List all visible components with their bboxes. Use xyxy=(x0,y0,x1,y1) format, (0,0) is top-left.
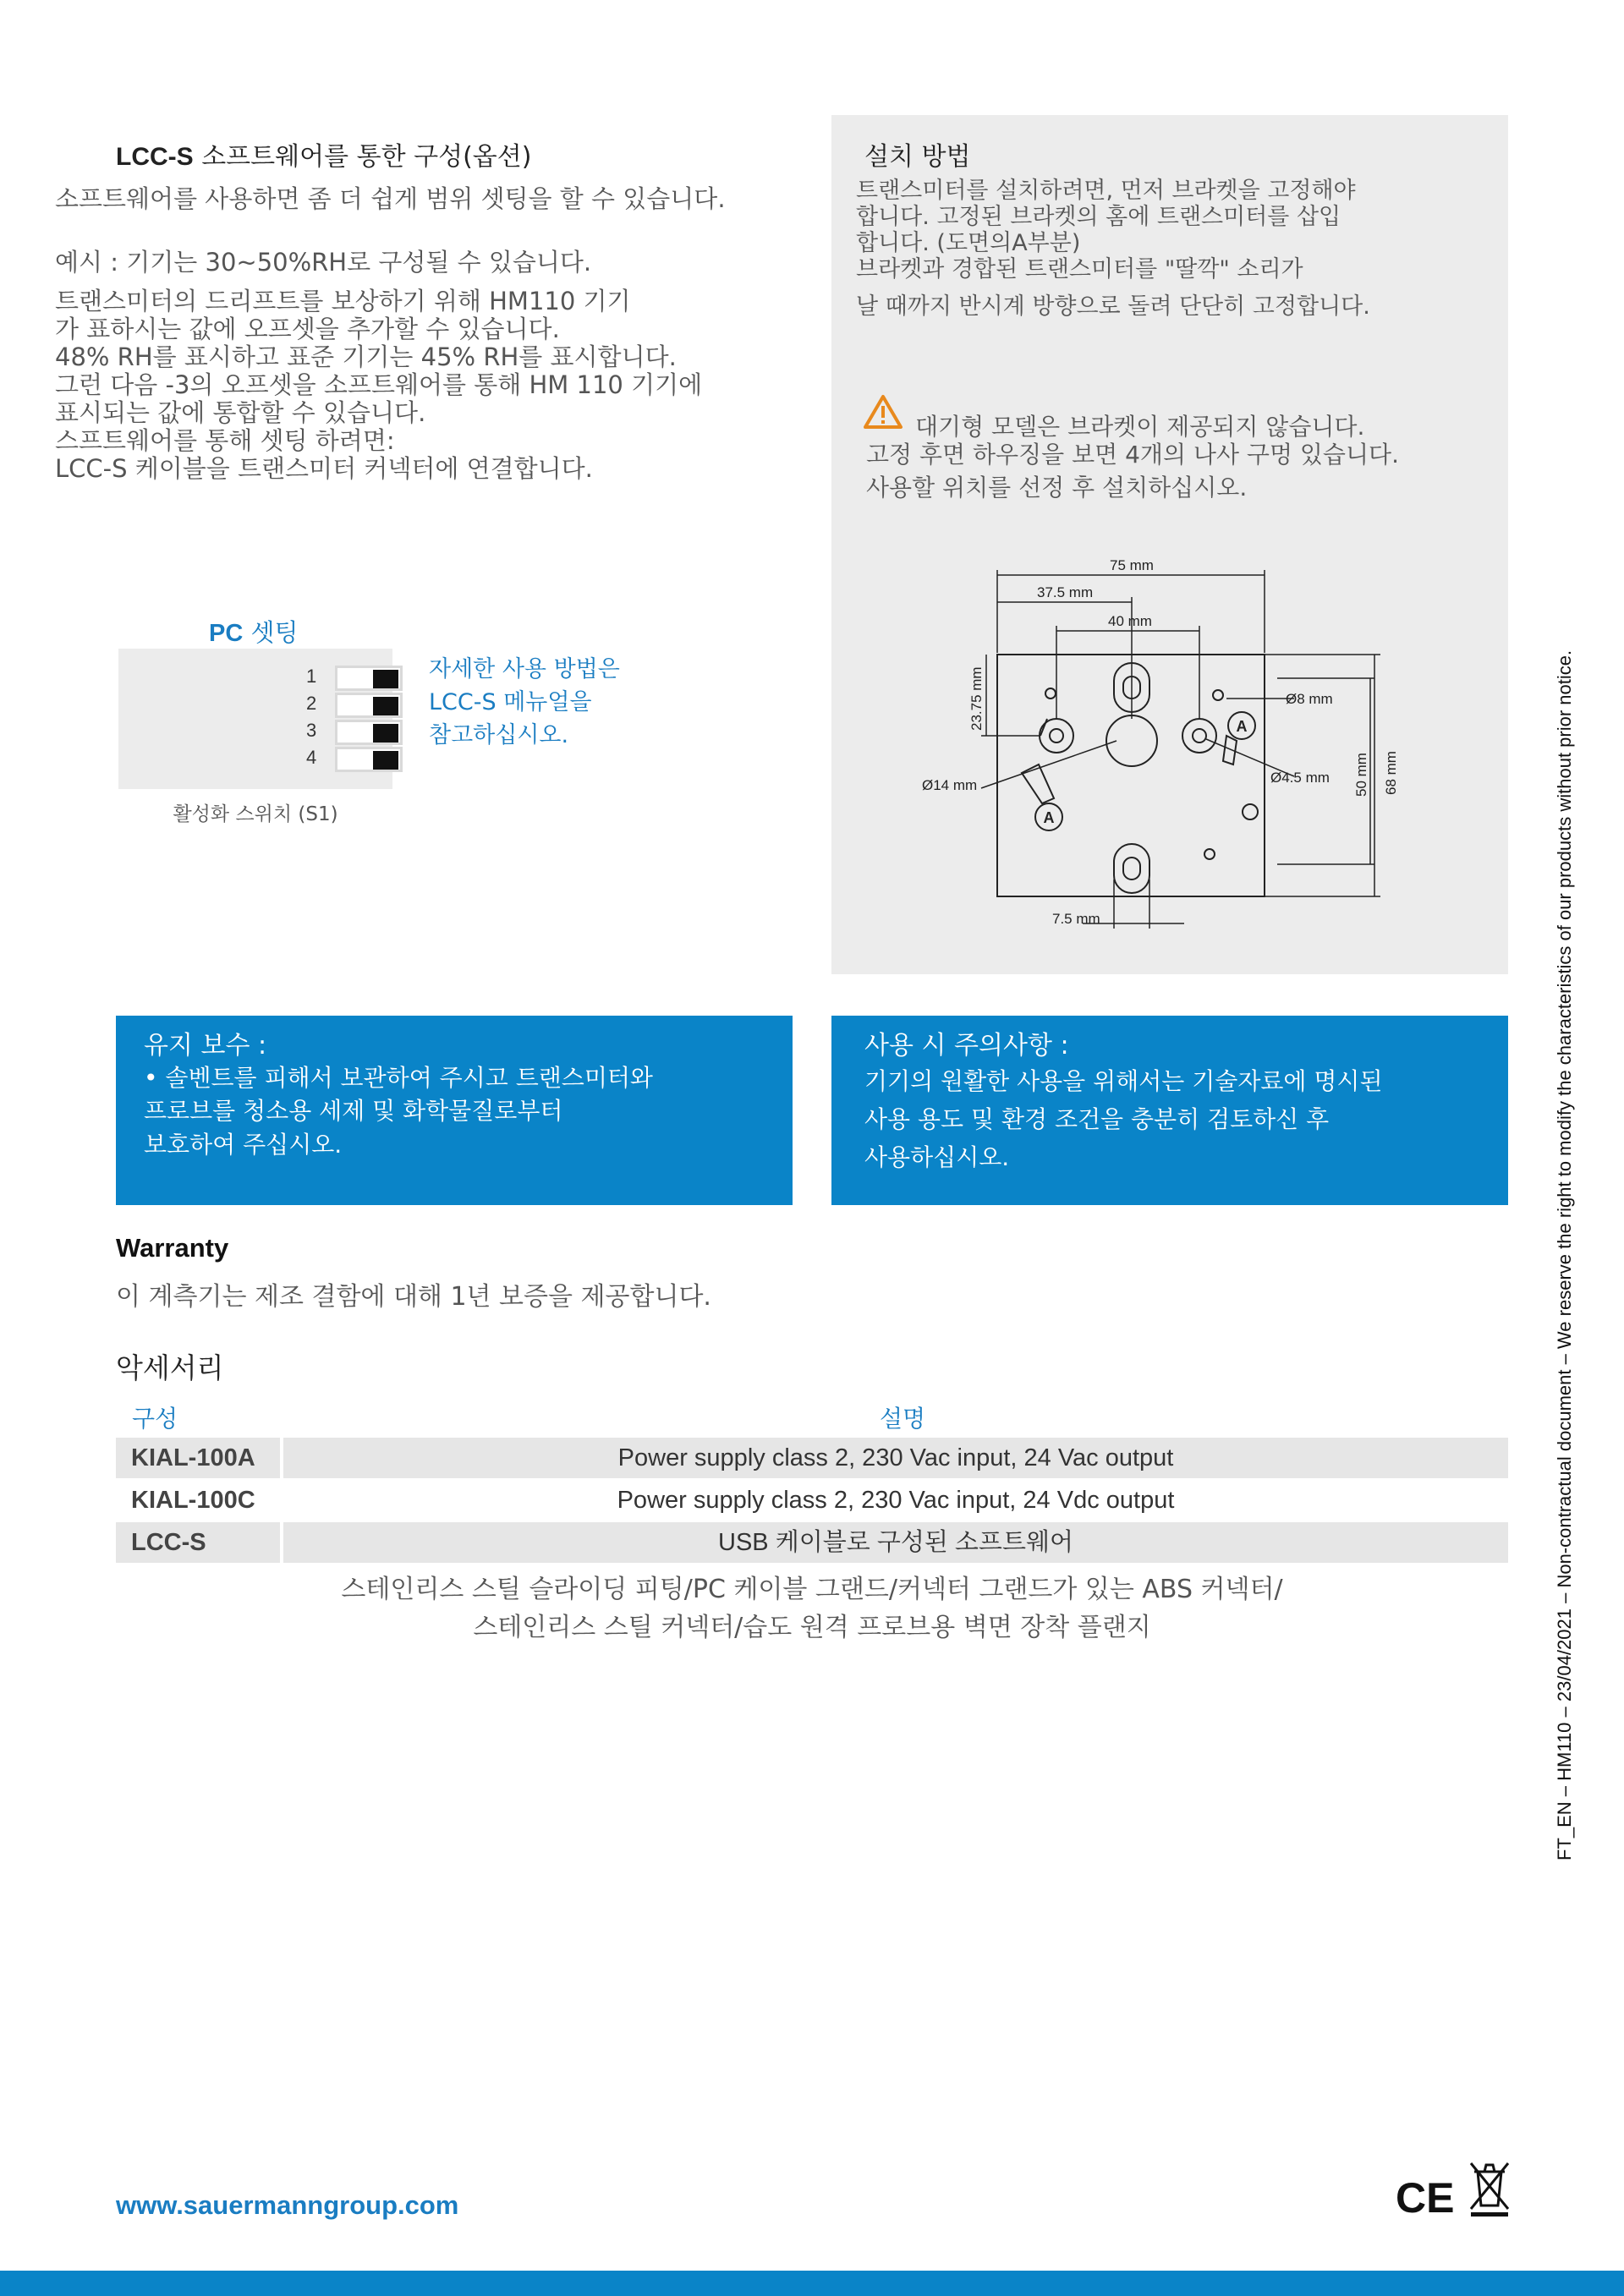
caution-line: 사용하십시오. xyxy=(864,1143,1010,1171)
dip-switch-block xyxy=(118,649,392,789)
install-line: 합니다. 고정된 브라켓의 홈에 트랜스미터를 삽입 xyxy=(856,204,1341,230)
accessory-code: LCC-S xyxy=(116,1522,280,1563)
lcc-line: 트랜스미터의 드리프트를 보상하기 위해 HM110 기기 xyxy=(55,287,631,315)
dip-switch xyxy=(335,666,403,691)
accessories-title: 악세서리 xyxy=(116,1351,224,1384)
caution-line: 기기의 원활한 사용을 위해서는 기술자료에 명시된 xyxy=(864,1067,1383,1095)
note-line: 자세한 사용 방법은 xyxy=(429,656,620,682)
caution-line: 사용 용도 및 환경 조건을 충분히 검토하신 후 xyxy=(864,1105,1330,1133)
table-row xyxy=(116,1522,1508,1563)
dip-switch-row xyxy=(186,747,398,772)
dim-8mm: Ø8 mm xyxy=(1286,691,1333,707)
switch-number: 4 xyxy=(306,747,317,768)
maintenance-title: 유지 보수 : xyxy=(144,1031,267,1060)
table-row xyxy=(116,1480,1508,1521)
install-line: 날 때까지 반시계 방향으로 돌려 단단히 고정합니다. xyxy=(856,293,1370,320)
accessories-header-desc: 설명 xyxy=(880,1405,926,1433)
warning-line: 고정 후면 하우징을 보면 4개의 나사 구멍 있습니다. xyxy=(866,441,1399,469)
accessory-code: KIAL-100C xyxy=(131,1487,255,1514)
bracket-dimension-drawing xyxy=(914,550,1455,939)
dim-68mm: 68 mm xyxy=(1383,751,1399,795)
dim-50mm: 50 mm xyxy=(1353,753,1369,797)
lcc-section-title xyxy=(116,135,531,173)
install-line: 트랜스미터를 설치하려면, 먼저 브라켓을 고정해야 xyxy=(856,178,1356,204)
lcc-line: 표시되는 값에 통합할 수 있습니다. xyxy=(55,398,426,427)
switch-number: 3 xyxy=(306,720,317,741)
pc-title-bold: PC xyxy=(209,620,244,647)
installation-title: 설치 방법 xyxy=(864,142,971,172)
dip-switch-knob xyxy=(373,670,398,688)
dip-switch xyxy=(335,720,403,745)
weee-bin-icon xyxy=(1468,2158,1512,2219)
accessory-code: KIAL-100A xyxy=(116,1438,280,1478)
bottom-slot xyxy=(1114,844,1149,893)
right-mount-hole xyxy=(1182,719,1216,753)
label-a: A xyxy=(1043,809,1055,826)
dip-switch-knob xyxy=(373,751,398,770)
accessories-extra-line: 스테인리스 스틸 슬라이딩 피팅/PC 케이블 그랜드/커넥터 그랜드가 있는 ABS 커넥터/ xyxy=(341,1575,1283,1604)
install-line: 합니다. (도면의A부분) xyxy=(856,230,1081,256)
pc-title-rest: 셋팅 xyxy=(243,618,299,647)
warning-line: 사용할 위치를 선정 후 설치하십시오. xyxy=(866,474,1248,501)
dip-switch-knob xyxy=(373,697,398,715)
center-hole xyxy=(1106,715,1157,766)
lcc-line: 가 표하시는 값에 오프셋을 추가할 수 있습니다. xyxy=(55,315,560,343)
dim-75mm: 75 mm xyxy=(1110,557,1154,573)
accessories-extra-line: 스테인리스 스틸 커넥터/습도 원격 프로브용 벽면 장착 플랜지 xyxy=(473,1613,1151,1642)
maintenance-box xyxy=(116,1016,793,1205)
switch-number: 2 xyxy=(306,693,317,714)
dim-40mm: 40 mm xyxy=(1108,613,1152,629)
note-line: 참고하십시오. xyxy=(429,722,569,748)
label-a: A xyxy=(1236,718,1248,735)
lcc-line: LCC-S 케이블을 트랜스미터 커넥터에 연결합니다. xyxy=(55,454,593,483)
maintenance-line: 프로브를 청소용 세제 및 화학물질로부터 xyxy=(144,1097,563,1125)
accessory-desc: Power supply class 2, 230 Vac input, 24 Vac output xyxy=(283,1438,1508,1478)
warning-icon xyxy=(863,394,903,430)
document-side-note: FT_EN – HM110 – 23/04/2021 – Non-contractual document – We reserve the right to modify the characteristics of our products without prior notice. xyxy=(1554,649,1575,1860)
install-line: 브라켓과 경합된 트랜스미터를 "딸깍" 소리가 xyxy=(856,256,1303,282)
lcc-manual-note xyxy=(429,653,620,752)
bottom-accent-bar xyxy=(0,2271,1624,2296)
ce-mark-icon xyxy=(1396,2174,1455,2222)
pc-setting-title xyxy=(209,614,299,649)
dip-switch-row xyxy=(186,693,398,718)
lcc-title-bold: LCC-S xyxy=(116,143,194,171)
dim-4-5mm: Ø4.5 mm xyxy=(1270,770,1330,786)
lcc-title-rest: 소프트웨어를 통한 구성(옵션) xyxy=(193,142,532,172)
usage-caution-box xyxy=(831,1016,1508,1205)
dim-37-5mm: 37.5 mm xyxy=(1037,584,1094,600)
lcc-line: 그런 다음 -3의 오프셋을 소프트웨어를 통해 HM 110 기기에 xyxy=(55,370,703,399)
switch-caption: 활성화 스위치 (S1) xyxy=(173,803,338,825)
maintenance-line: 보호하여 주십시오. xyxy=(144,1131,343,1159)
lcc-example: 예시 : 기기는 30~50%RH로 구성될 수 있습니다. xyxy=(55,248,592,277)
table-row xyxy=(116,1438,1508,1478)
dip-switch xyxy=(335,693,403,718)
bracket-plate xyxy=(997,655,1265,896)
ce-mark-text: CE xyxy=(1396,2174,1455,2222)
accessory-desc: USB 케이블로 구성된 소프트웨어 xyxy=(283,1522,1508,1563)
maintenance-line: • 솔벤트를 피해서 보관하여 주시고 트랜스미터와 xyxy=(144,1064,653,1092)
dip-switch-row xyxy=(186,720,398,745)
warning-line: 대기형 모델은 브라켓이 제공되지 않습니다. xyxy=(915,413,1365,441)
caution-title: 사용 시 주의사항 : xyxy=(864,1031,1069,1060)
dip-switch xyxy=(335,747,403,772)
dip-switch-knob xyxy=(373,724,398,743)
switch-number: 1 xyxy=(306,666,317,687)
dim-14mm: Ø14 mm xyxy=(922,777,978,793)
warranty-text: 이 계측기는 제조 결함에 대해 1년 보증을 제공합니다. xyxy=(116,1282,711,1312)
accessory-desc: Power supply class 2, 230 Vac input, 24 Vdc output xyxy=(617,1487,1175,1514)
website-link[interactable]: www.sauermanngroup.com xyxy=(116,2190,459,2220)
dip-switch-row xyxy=(186,666,398,691)
lcc-intro: 소프트웨어를 사용하면 좀 더 쉽게 범위 셋팅을 할 수 있습니다. xyxy=(55,184,726,213)
dim-23-75mm: 23.75 mm xyxy=(968,666,985,731)
warranty-title: Warranty xyxy=(116,1233,229,1263)
accessories-header-code: 구성 xyxy=(132,1405,178,1433)
dim-7-5mm: 7.5 mm xyxy=(1052,911,1100,927)
lcc-line: 스프트웨어를 통해 셋팅 하려면: xyxy=(55,426,395,455)
note-line: LCC-S 메뉴얼을 xyxy=(429,689,592,715)
lcc-line: 48% RH를 표시하고 표준 기기는 45% RH를 표시합니다. xyxy=(55,342,677,371)
